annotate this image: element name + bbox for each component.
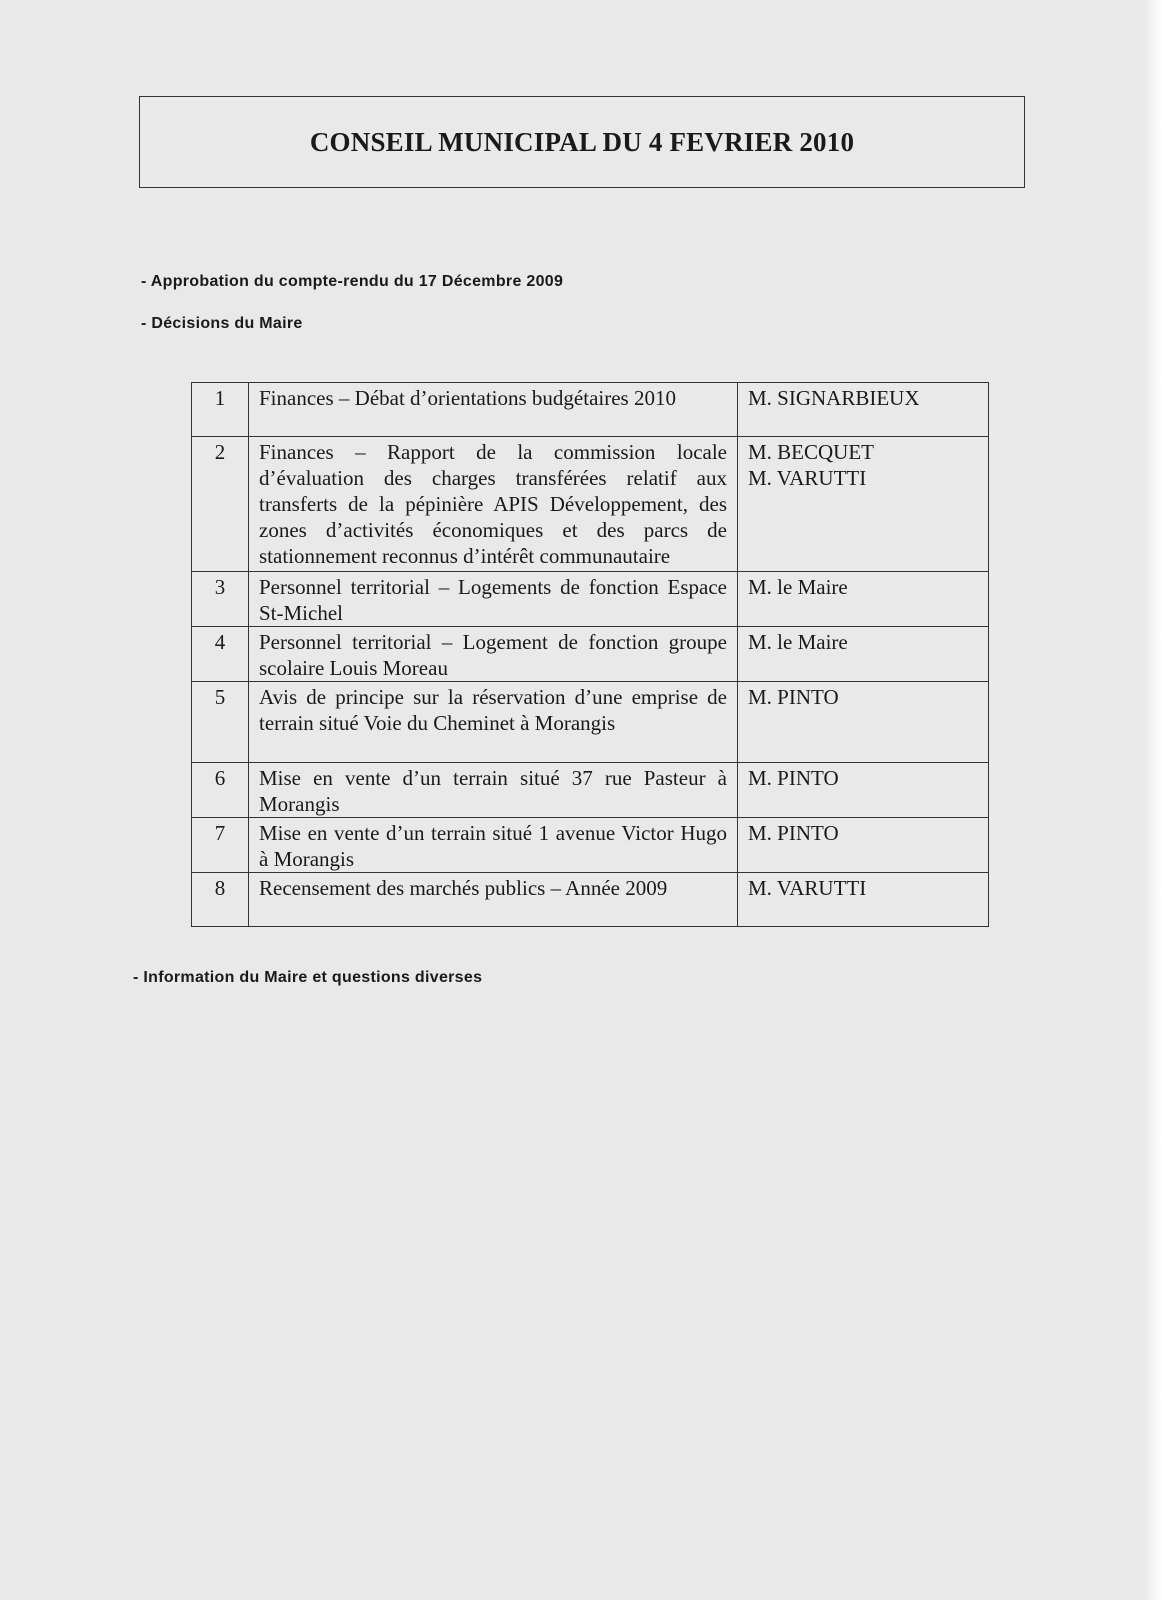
page-edge <box>1144 0 1162 1600</box>
title-box <box>139 96 1025 188</box>
agenda-item-decisions: - Décisions du Maire <box>141 315 303 332</box>
row-number: 5 <box>192 682 249 763</box>
row-subject: Personnel territorial – Logements de fonction Espace St-Michel <box>249 572 738 627</box>
row-rapporteur: M. BECQUET M. VARUTTI <box>738 437 989 572</box>
row-subject: Finances – Débat d’orientations budgétaires 2010 <box>249 383 738 437</box>
page-title: CONSEIL MUNICIPAL DU 4 FEVRIER 2010 <box>309 126 855 157</box>
decisions-table <box>191 382 989 927</box>
table-row <box>192 627 989 682</box>
row-number: 3 <box>192 572 249 627</box>
row-subject: Recensement des marchés publics – Année 2009 <box>249 873 738 927</box>
row-rapporteur: M. PINTO <box>738 682 989 763</box>
table-row <box>192 763 989 818</box>
agenda-item-approbation: - Approbation du compte-rendu du 17 Décembre 2009 <box>141 273 564 290</box>
row-subject: Personnel territorial – Logement de fonction groupe scolaire Louis Moreau <box>249 627 738 682</box>
table-row <box>192 873 989 927</box>
table-row <box>192 383 989 437</box>
row-rapporteur: M. le Maire <box>738 572 989 627</box>
table-row <box>192 818 989 873</box>
row-rapporteur: M. VARUTTI <box>738 873 989 927</box>
row-subject: Avis de principe sur la réservation d’une emprise de terrain situé Voie du Cheminet à Morangis <box>249 682 738 763</box>
agenda-item-information: - Information du Maire et questions diverses <box>133 969 483 986</box>
row-rapporteur: M. PINTO <box>738 763 989 818</box>
row-rapporteur: M. PINTO <box>738 818 989 873</box>
row-number: 8 <box>192 873 249 927</box>
row-number: 1 <box>192 383 249 437</box>
row-subject: Mise en vente d’un terrain situé 1 avenue Victor Hugo à Morangis <box>249 818 738 873</box>
row-number: 2 <box>192 437 249 572</box>
table-row <box>192 437 989 572</box>
row-number: 6 <box>192 763 249 818</box>
row-number: 4 <box>192 627 249 682</box>
row-rapporteur: M. le Maire <box>738 627 989 682</box>
table-row <box>192 682 989 763</box>
row-number: 7 <box>192 818 249 873</box>
table-row <box>192 572 989 627</box>
row-subject: Finances – Rapport de la commission locale d’évaluation des charges transférées relatif aux transferts de la pépinière APIS Développement, des zones d’activités économiques et des parcs de stationnement reconnus d’intérêt communautaire <box>249 437 738 572</box>
row-subject: Mise en vente d’un terrain situé 37 rue Pasteur à Morangis <box>249 763 738 818</box>
row-rapporteur: M. SIGNARBIEUX <box>738 383 989 437</box>
